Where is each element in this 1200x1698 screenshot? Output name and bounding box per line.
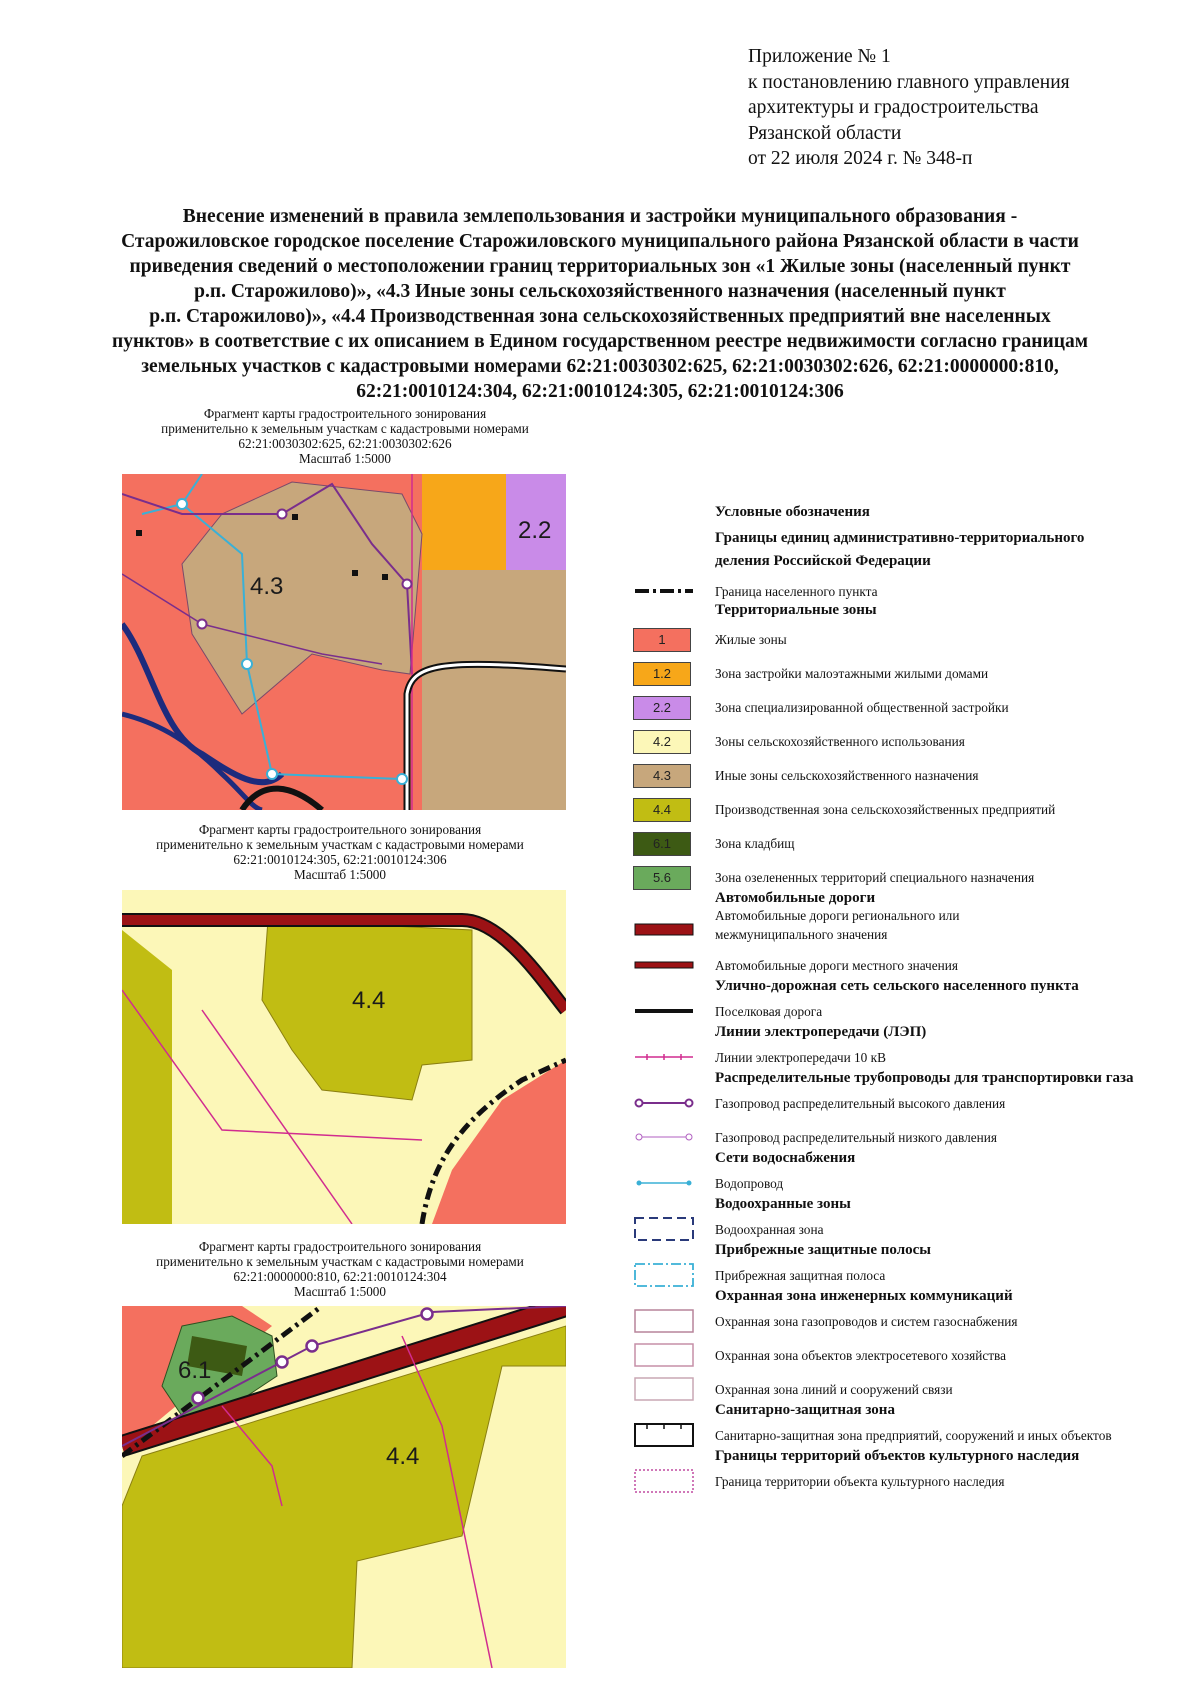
legend-item-utility-gas xyxy=(625,1308,1185,1338)
legend-label: Автомобильные дороги регионального или xyxy=(715,908,960,923)
title-line: пунктов» в соответствие с их описанием в Едином государственном реестре недвижимости согласно границам xyxy=(111,331,1089,352)
zone-swatch: 4.4 xyxy=(633,798,691,822)
building-marker xyxy=(136,530,142,536)
gas-node xyxy=(403,580,412,589)
sanitary-zone-symbol xyxy=(633,1422,695,1448)
caption-line: применительно к земельным участкам с кадастровыми номерами xyxy=(156,837,524,852)
fragment-2-caption xyxy=(105,822,575,882)
zone-swatch: 5.6 xyxy=(633,866,691,890)
legend-item-gas-high xyxy=(625,1090,1185,1120)
water-node xyxy=(177,499,187,509)
caption-line: 62:21:0010124:305, 62:21:0010124:306 xyxy=(233,852,447,867)
legend-label: Жилые зоны xyxy=(715,632,787,647)
legend-section-sanitary: Санитарно-защитная зона xyxy=(715,1402,895,1418)
appendix-line: Приложение № 1 xyxy=(748,46,891,67)
power-line-symbol xyxy=(633,1044,695,1070)
zone-swatch: 1.2 xyxy=(633,662,691,686)
legend-title: Условные обозначения xyxy=(715,504,870,520)
legend-item-zone xyxy=(625,796,1185,826)
zone-1-2-area xyxy=(422,474,506,570)
building-marker xyxy=(382,574,388,580)
legend-label: Охранная зона объектов электросетевого хозяйства xyxy=(715,1348,1007,1363)
building-marker xyxy=(352,570,358,576)
title-line: земельных участков с кадастровыми номерами 62:21:0030302:625, 62:21:0030302:626, 62:21:0000000:810, xyxy=(141,356,1059,377)
legend-item-regional-road xyxy=(625,908,1185,948)
caption-line: Фрагмент карты градостроительного зонирования xyxy=(203,406,487,421)
legend-section-roads: Автомобильные дороги xyxy=(715,890,876,906)
legend-item-gas-low xyxy=(625,1124,1185,1154)
zone-swatch: 2.2 xyxy=(633,696,691,720)
zone-4-4-west xyxy=(122,930,172,1224)
legend-label: Поселковая дорога xyxy=(715,1004,823,1019)
legend-item-zone xyxy=(625,694,1185,724)
appendix-line: архитектуры и градостроительства xyxy=(748,97,1039,118)
legend-label: Санитарно-защитная зона предприятий, сооружений и иных объектов xyxy=(715,1428,1112,1443)
utility-gas-symbol xyxy=(633,1308,695,1334)
legend-section-gas: Распределительные трубопроводы для транспортировки газа xyxy=(715,1070,1134,1086)
waterprotect-zone-symbol xyxy=(633,1216,695,1242)
legend-label: Производственная зона сельскохозяйственных предприятий xyxy=(715,802,1056,817)
legend-section-coastal: Прибрежные защитные полосы xyxy=(715,1242,931,1258)
appendix-line: Рязанской области xyxy=(748,122,902,144)
water-pipe-symbol xyxy=(633,1170,695,1196)
gas-low-symbol xyxy=(633,1124,695,1150)
heritage-border-symbol xyxy=(633,1468,695,1494)
legend-label: Прибрежная защитная полоса xyxy=(715,1268,886,1283)
legend-label: Газопровод распределительный низкого давления xyxy=(715,1130,997,1145)
legend-section-street: Улично-дорожная сеть сельского населенного пункта xyxy=(715,978,1079,994)
legend-label: Граница населенного пункта xyxy=(715,584,878,599)
legend-section-heritage: Границы территорий объектов культурного наследия xyxy=(715,1448,1080,1464)
regional-road-symbol xyxy=(633,916,695,942)
legend-item-zone xyxy=(625,660,1185,690)
legend-section-waterprotect: Водоохранные зоны xyxy=(715,1196,851,1212)
zone-swatch: 6.1 xyxy=(633,832,691,856)
legend-label: Зоны сельскохозяйственного использования xyxy=(715,734,965,749)
legend-label: Граница территории объекта культурного наследия xyxy=(715,1474,1005,1489)
legend-section-zones: Территориальные зоны xyxy=(715,602,877,618)
zone-swatch: 4.2 xyxy=(633,730,691,754)
caption-line: Масштаб 1:5000 xyxy=(293,867,386,882)
map-fragment-2[interactable] xyxy=(122,890,566,1224)
gas-node xyxy=(422,1309,433,1320)
gas-node xyxy=(198,620,207,629)
legend-item-zone xyxy=(625,864,1185,894)
water-node xyxy=(267,769,277,779)
legend-label: Иные зоны сельскохозяйственного назначения xyxy=(715,768,979,783)
legend-label: Зона кладбищ xyxy=(715,836,795,851)
legend-item-zone xyxy=(625,830,1185,860)
legend-label: Охранная зона газопроводов и систем газоснабжения xyxy=(715,1314,1018,1329)
water-node xyxy=(242,659,252,669)
caption-line: Масштаб 1:5000 xyxy=(293,1284,386,1299)
legend-label: Водоохранная зона xyxy=(715,1222,824,1237)
appendix-block xyxy=(748,44,1178,172)
appendix-line: к постановлению главного управления xyxy=(748,71,1070,93)
zone-label: 6.1 xyxy=(178,1357,212,1384)
appendix-line: от 22 июля 2024 г. № 348-п xyxy=(748,148,973,169)
building-marker xyxy=(292,514,298,520)
zone-label: 4.4 xyxy=(386,1443,420,1470)
caption-line: Фрагмент карты градостроительного зонирования xyxy=(198,1239,482,1254)
legend-item-water-pipe xyxy=(625,1170,1185,1200)
street-road-symbol xyxy=(633,998,695,1024)
legend-section-utility: Охранная зона инженерных коммуникаций xyxy=(715,1288,1013,1304)
document-title xyxy=(40,204,1160,404)
title-line: приведения сведений о местоположении границ территориальных зон «1 Жилые зоны (населенный пункт xyxy=(129,256,1071,277)
fragment-3-caption xyxy=(105,1239,575,1299)
legend-label: Газопровод распределительный высокого давления xyxy=(715,1096,1006,1111)
legend-label: Линии электропередачи 10 кВ xyxy=(715,1050,886,1065)
title-line: р.п. Старожилово)», «4.3 Иные зоны сельскохозяйственного назначения (населенный пункт xyxy=(194,281,1006,302)
zone-swatch: 1 xyxy=(633,628,691,652)
legend-item-settlement-border xyxy=(625,578,1185,608)
legend-label: Зона застройки малоэтажными жилыми домами xyxy=(715,666,989,681)
zone-label: 2.2 xyxy=(518,517,552,544)
legend-label: Водопровод xyxy=(715,1176,784,1191)
zone-swatch: 4.3 xyxy=(633,764,691,788)
legend-item-utility-comm xyxy=(625,1376,1185,1406)
gas-node xyxy=(277,1357,288,1368)
caption-line: применительно к земельным участкам с кадастровыми номерами xyxy=(156,1254,524,1269)
legend-item-zone xyxy=(625,728,1185,758)
legend-section-water: Сети водоснабжения xyxy=(715,1150,856,1166)
title-line: р.п. Старожилово)», «4.4 Производственная зона сельскохозяйственных предприятий вне населенных xyxy=(149,306,1051,327)
legend-section-power: Линии электропередачи (ЛЭП) xyxy=(715,1024,927,1040)
map-fragment-1[interactable] xyxy=(122,474,566,810)
settlement-border-symbol xyxy=(633,578,695,604)
map-fragment-3[interactable] xyxy=(122,1306,566,1668)
utility-power-symbol xyxy=(633,1342,695,1368)
legend-section-admin: Границы единиц административно-территориального xyxy=(715,530,1085,546)
coastal-strip-symbol xyxy=(633,1262,695,1288)
local-road-symbol xyxy=(633,952,695,978)
legend-item-heritage-border xyxy=(625,1468,1185,1498)
legend-label: Зона специализированной общественной застройки xyxy=(715,700,1009,715)
legend-item-zone xyxy=(625,626,1185,656)
zone-label: 4.3 xyxy=(250,573,284,600)
legend-item-utility-power xyxy=(625,1342,1185,1372)
title-line: 62:21:0010124:304, 62:21:0010124:305, 62:21:0010124:306 xyxy=(356,381,844,402)
gas-node xyxy=(307,1341,318,1352)
title-line: Старожиловское городское поселение Старожиловского муниципального района Рязанской области в части xyxy=(121,231,1079,252)
caption-line: 62:21:0030302:625, 62:21:0030302:626 xyxy=(238,436,452,451)
title-line: Внесение изменений в правила землепользования и застройки муниципального образования - xyxy=(182,206,1018,227)
gas-node xyxy=(278,510,287,519)
legend-label: Автомобильные дороги местного значения xyxy=(715,958,958,973)
legend-label: Охранная зона линий и сооружений связи xyxy=(715,1382,953,1397)
caption-line: 62:21:0000000:810, 62:21:0010124:304 xyxy=(233,1269,447,1284)
legend-label: Зона озелененных территорий специального назначения xyxy=(715,870,1035,885)
caption-line: Фрагмент карты градостроительного зонирования xyxy=(198,822,482,837)
legend-section-admin: деления Российской Федерации xyxy=(715,553,931,569)
fragment-1-caption xyxy=(110,406,580,466)
legend-item-zone xyxy=(625,762,1185,792)
gas-node xyxy=(193,1393,204,1404)
zone-label: 4.4 xyxy=(352,987,386,1014)
legend-label: межмуниципального значения xyxy=(715,927,888,942)
water-node xyxy=(397,774,407,784)
gas-high-symbol xyxy=(633,1090,695,1116)
utility-comm-symbol xyxy=(633,1376,695,1402)
caption-line: применительно к земельным участкам с кадастровыми номерами xyxy=(161,421,529,436)
caption-line: Масштаб 1:5000 xyxy=(298,451,391,466)
